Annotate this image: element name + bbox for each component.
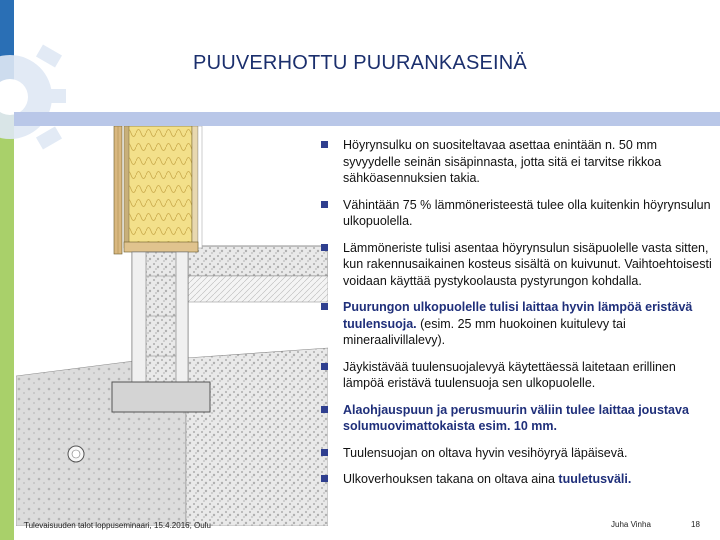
bullet-item: Jäykistävää tuulensuojalevyä käytettäessä laitetaan erillinen lämpöä eristävä tuulensuoja sen ulkopuolelle. (318, 359, 712, 392)
bullet-square-icon (321, 363, 328, 370)
bullet-item: Alaohjauspuun ja perusmuurin väliin tulee laittaa joustava solumuovimattokaista esim. 10 mm. (318, 402, 712, 435)
bullet-item: Puurungon ulkopuolelle tulisi laittaa hyvin lämpöä eristävä tuulensuoja. (esim. 25 mm huokoinen kuitulevy tai mineraalivillalevy). (318, 299, 712, 349)
bullet-item: Vähintään 75 % lämmöneristeestä tulee olla kuitenkin höyrynsulun ulkopuolella. (318, 197, 712, 230)
left-accent-bar-green (0, 112, 14, 540)
wall-foundation-diagram (16, 126, 328, 526)
header-band (14, 112, 720, 126)
bullet-item: Höyrynsulku on suositeltavaa asettaa enintään n. 50 mm syvyydelle seinän sisäpinnasta, jotta sitä ei tarvitse rikkoa sähköasennuksien takia. (318, 137, 712, 187)
bullet-square-icon (321, 406, 328, 413)
bullet-list (318, 137, 712, 498)
page-title: PUUVERHOTTU PUURANKASEINÄ (193, 52, 527, 74)
bullet-square-icon (321, 475, 328, 482)
bullet-square-icon (321, 244, 328, 251)
bullet-square-icon (321, 141, 328, 148)
bullet-square-icon (321, 303, 328, 310)
bullet-square-icon (321, 201, 328, 208)
footer-event: Tulevaisuuden talot loppuseminaari, 15.4.2016, Oulu (24, 521, 211, 530)
bullet-item: Ulkoverhouksen takana on oltava aina tuuletusväli. (318, 471, 712, 488)
bullet-item: Tuulensuojan on oltava hyvin vesihöyryä läpäisevä. (318, 445, 712, 462)
page-number: 18 (691, 520, 700, 529)
bullet-square-icon (321, 449, 328, 456)
bullet-item: Lämmöneriste tulisi asentaa höyrynsulun sisäpuolelle vasta sitten, kun rakennusaikainen kosteus sisältä on kuivunut. Vaihtoehtoisesti voidaan käyttää pystykoolausta pystyrungon kohdalla. (318, 240, 712, 290)
footer-author: Juha Vinha (611, 520, 651, 529)
